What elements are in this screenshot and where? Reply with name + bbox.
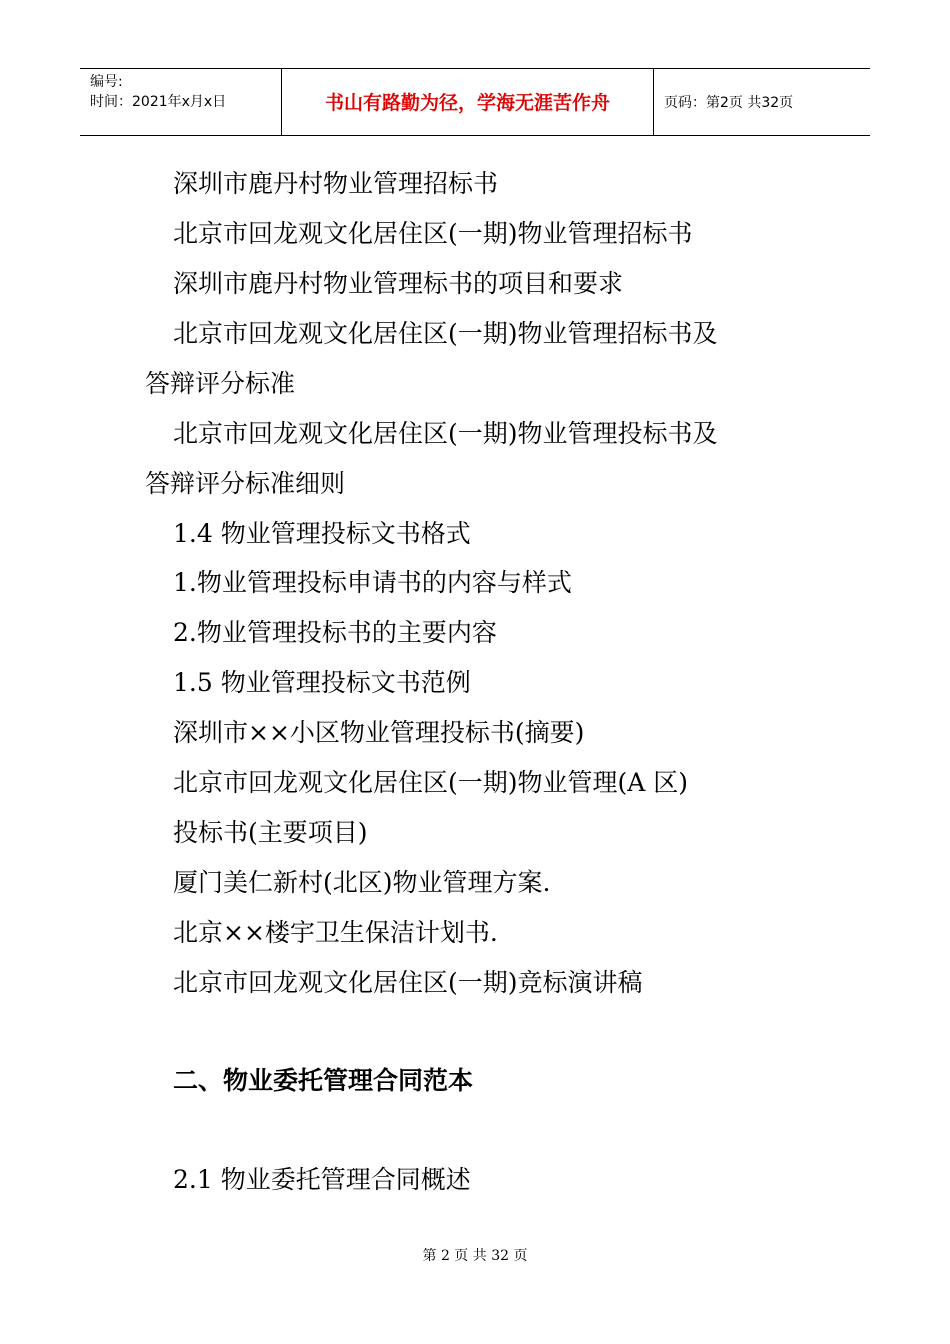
- subsection-heading: 2.1 物业委托管理合同概述: [173, 1165, 471, 1194]
- toc-line: 深圳市鹿丹村物业管理标书的项目和要求: [173, 269, 624, 298]
- toc-line: 深圳市××小区物业管理投标书(摘要): [173, 718, 585, 747]
- header-page-info: 页码：第2页 共32页: [664, 95, 794, 111]
- toc-line: 1.5 物业管理投标文书范例: [173, 668, 471, 697]
- page-header: [80, 68, 870, 136]
- toc-line: 北京市回龙观文化居住区(一期)竞标演讲稿: [173, 968, 643, 997]
- toc-line: 1.4 物业管理投标文书格式: [173, 519, 471, 548]
- toc-line-continuation: 答辩评分标准: [145, 369, 296, 398]
- toc-line: 北京市回龙观文化居住区(一期)物业管理招标书及: [173, 319, 718, 348]
- header-info-cell: [80, 69, 282, 135]
- toc-line: 北京市回龙观文化居住区(一期)物业管理(A 区): [173, 768, 689, 797]
- header-page-cell: [654, 69, 870, 135]
- toc-line: 2.物业管理投标书的主要内容: [173, 618, 497, 647]
- header-motto-cell: [282, 69, 654, 135]
- toc-line: 北京××楼宇卫生保洁计划书.: [173, 918, 498, 947]
- toc-line: 深圳市鹿丹村物业管理招标书: [173, 169, 499, 198]
- toc-line-continuation: 答辩评分标准细则: [145, 469, 346, 498]
- section-heading: 二、物业委托管理合同范本: [173, 1066, 474, 1095]
- toc-line: 厦门美仁新村(北区)物业管理方案.: [173, 868, 551, 897]
- toc-line: 投标书(主要项目): [173, 818, 368, 847]
- toc-line: 北京市回龙观文化居住区(一期)物业管理投标书及: [173, 419, 718, 448]
- toc-line: 1.物业管理投标申请书的内容与样式: [173, 568, 572, 597]
- document-number-label: 编号:: [90, 74, 123, 90]
- header-motto: 书山有路勤为径，学海无涯苦作舟: [324, 92, 610, 114]
- document-time-label: 时间：2021年x月x日: [90, 94, 227, 110]
- toc-line: 北京市回龙观文化居住区(一期)物业管理招标书: [173, 219, 693, 248]
- page-footer: 第 2 页 共 32 页: [422, 1248, 528, 1264]
